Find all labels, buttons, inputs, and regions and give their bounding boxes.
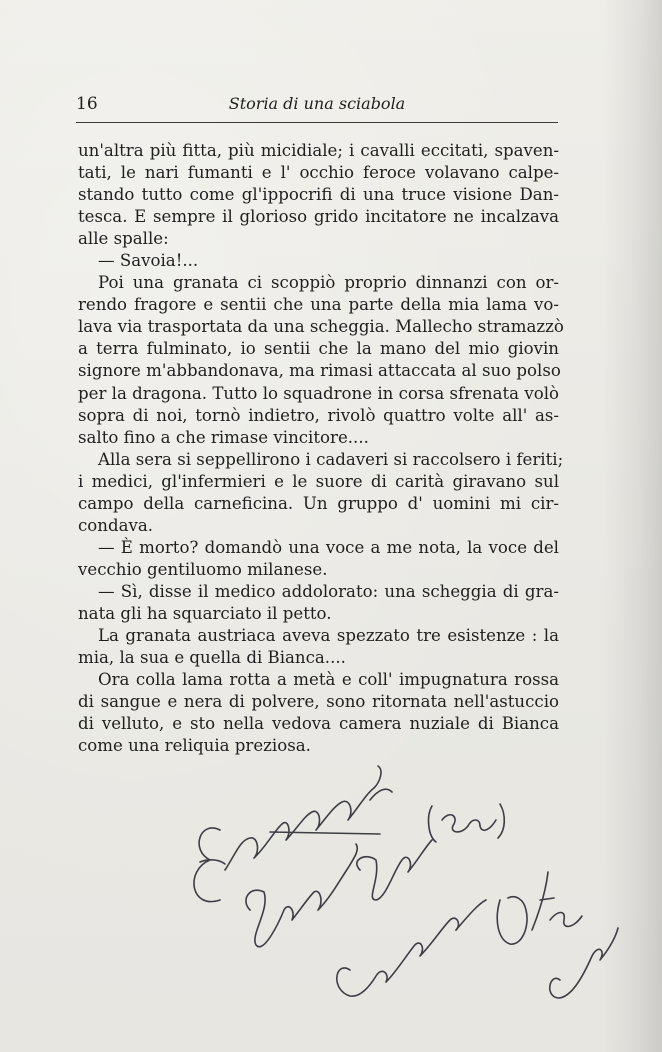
text-line: come una reliquia preziosa. (78, 736, 311, 756)
text-line: mia, la sua e quella di Bianca.... (78, 648, 346, 668)
text-line: — È morto? domandò una voce a me nota, la voce del (98, 537, 559, 557)
signature-drawing (180, 760, 620, 1020)
text-line: di velluto, e sto nella vedova camera nuziale di Bianca (78, 714, 559, 734)
text-line: condava. (78, 515, 154, 535)
body-text (78, 140, 564, 757)
text-line: per la dragona. Tutto lo squadrone in corsa sfrenata volò (78, 383, 559, 403)
header-rule (76, 122, 558, 123)
text-line: stando tutto come gl'ippocrifi di una truce visione Dan- (78, 185, 559, 205)
text-line: a terra fulminato, io sentii che la mano del mio giovin (78, 339, 559, 359)
text-line: di sangue e nera di polvere, sono ritornata nell'astuccio (78, 692, 559, 712)
text-line: rendo fragore e sentii che una parte della mia lama vo- (78, 295, 559, 315)
text-line: lava via trasportata da una scheggia. Mallecho stramazzò (78, 317, 564, 337)
text-line: un'altra più fitta, più micidiale; i cavalli eccitati, spaven- (78, 141, 559, 160)
text-line: — Savoia!... (98, 251, 199, 271)
text-line: sopra di noi, tornò indietro, rivolò quattro volte all' as- (78, 405, 559, 425)
text-line: La granata austriaca aveva spezzato tre esistenze : la (98, 626, 559, 646)
text-line: — Sì, disse il medico addolorato: una scheggia di gra- (98, 581, 559, 601)
running-title: Storia di una sciabola (228, 94, 406, 113)
text-line: salto fino a che rimase vincitore.... (78, 427, 369, 447)
text-line: Alla sera si seppellirono i cadaveri si raccolsero i feriti; (98, 449, 564, 469)
page-header (76, 94, 558, 120)
text-line: tesca. E sempre il glorioso grido incitatore ne incalzava (78, 207, 559, 227)
text-line: Ora colla lama rotta a metà e coll' impugnatura rossa (98, 670, 559, 690)
text-line: tati, le nari fumanti e l' occhio feroce volavano calpe- (78, 163, 559, 183)
text-line: nata gli ha squarciato il petto. (78, 603, 332, 623)
text-line: signore m'abbandonava, ma rimasi attaccata al suo polso (78, 361, 561, 381)
page-number: 16 (76, 94, 98, 114)
handwritten-signature (180, 760, 620, 1020)
text-line: Poi una granata ci scoppiò proprio dinnanzi con or- (98, 273, 559, 293)
text-line: alle spalle: (78, 229, 169, 249)
text-line: vecchio gentiluomo milanese. (78, 559, 328, 579)
text-line: i medici, gl'infermieri e le suore di carità giravano sul (78, 471, 559, 491)
text-line: campo della carneficina. Un gruppo d' uomini mi cir- (78, 493, 559, 513)
